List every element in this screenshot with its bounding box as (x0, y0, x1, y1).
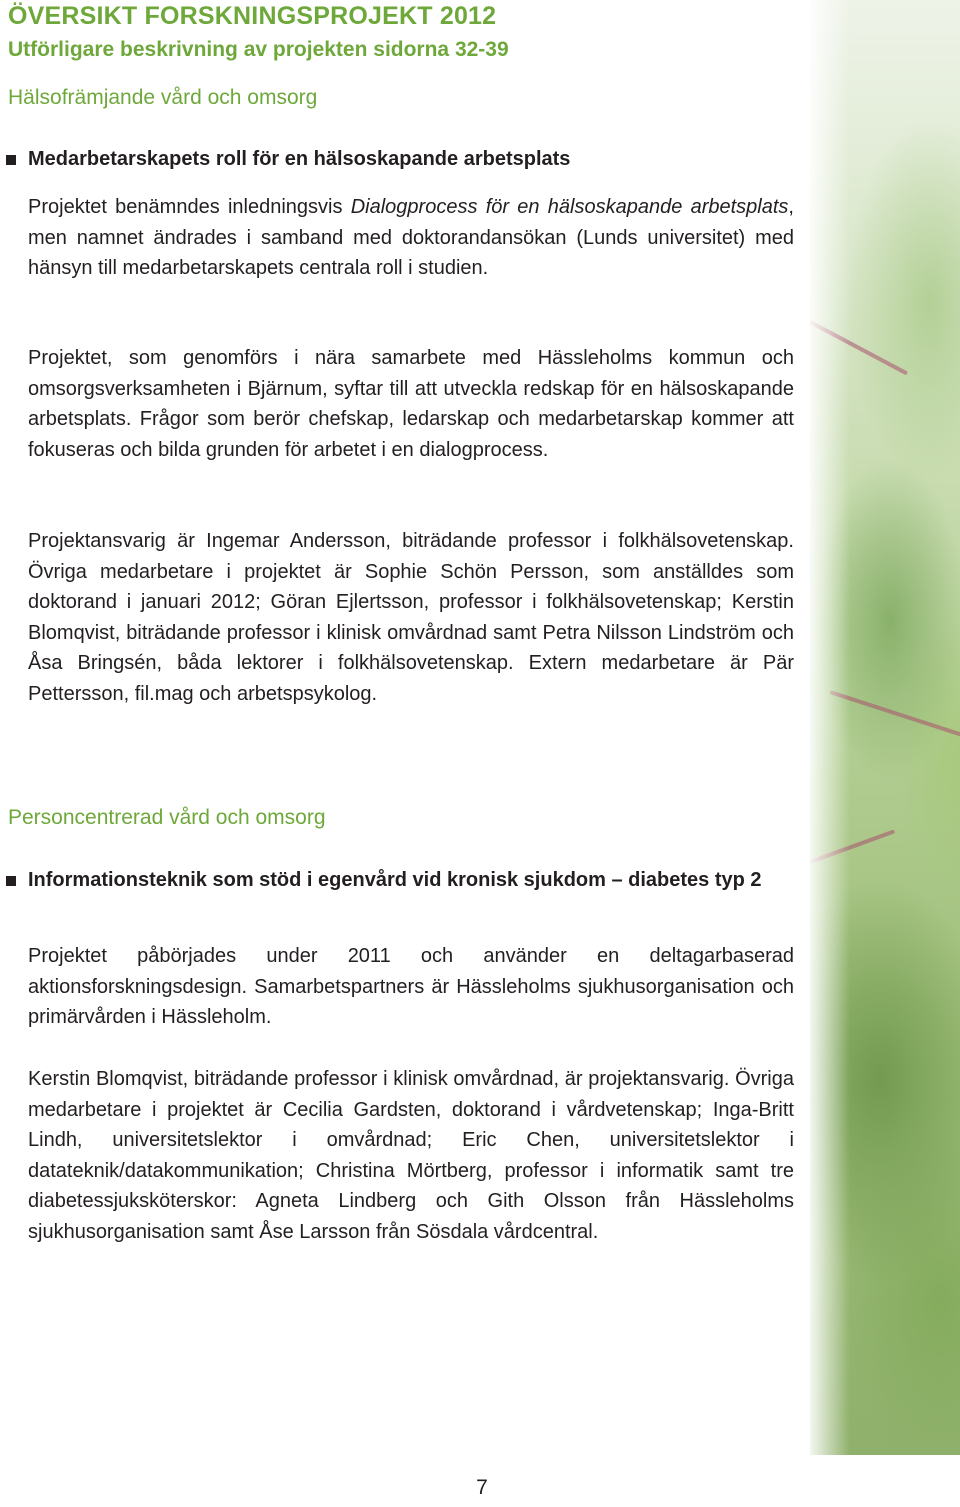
section-heading-halsoframjande: Hälsofrämjande vård och omsorg (8, 86, 318, 109)
paragraph-project-name (28, 192, 794, 284)
decorative-leaf-photo (810, 0, 960, 1455)
photo-fade (810, 0, 850, 1455)
paragraph-project-staff: Projektansvarig är Ingemar Andersson, biträdande professor i folkhälsovetenskap. Övriga medarbetare i projektet är Sophie Schön Persson, som anställdes som doktorand i januari 2012; Göran Ejlertsson, professor i folkhälsovetenskap; Kerstin Blomqvist, biträdande professor i klinisk omvårdnad samt Petra Nilsson Lindström och Åsa Bringsén, båda lektorer i folkhälsovetenskap. Extern medarbetare är Pär Pettersson, fil.mag och arbetspsykolog. (28, 530, 794, 705)
paragraph-text: Projektet benämndes inledningsvis (28, 196, 351, 218)
project-title-informationsteknik: Informationsteknik som stöd i egenvård vid kronisk sjukdom – diabetes typ 2 (28, 869, 762, 891)
project-title-medarbetarskap: Medarbetarskapets roll för en hälsoskapande arbetsplats (28, 148, 571, 170)
paragraph-project-aim: Projektet, som genomförs i nära samarbete med Hässleholms kommun och omsorgsverksamheten i Bjärnum, syftar till att utveckla redskap för en hälsoskapande arbetsplats. Frågor som berör chefskap, ledarskap och medarbetarskap kommer att fokuseras och bilda grunden för arbetet i en dialogprocess. (28, 347, 794, 461)
square-bullet-icon (6, 155, 16, 165)
paragraph-project-team: Kerstin Blomqvist, biträdande professor i klinisk omvårdnad, är projektansvarig. Övriga medarbetare i projektet är Cecilia Gardsten, doktorand i vårdvetenskap; Inga-Britt Lindh, universitetslektor i omvårdnad; Eric Chen, universitetslektor i datateknik/datakommunikation; Christina Mörtberg, professor i informatik samt tre diabetessjuksköterskor: Agneta Lindberg och Gith Olsson från Hässleholms sjukhusorganisation samt Åse Larsson från Sösdala vårdcentral. (28, 1068, 794, 1243)
square-bullet-icon (6, 876, 16, 886)
italic-project-name: Dialogprocess för en hälsoskapande arbetsplats (350, 196, 789, 218)
document-subtitle: Utförligare beskrivning av projekten sidorna 32-39 (8, 38, 509, 61)
paragraph-text: , men namnet ändrades i samband med doktorandansökan (Lunds universitet) med hänsyn till medarbetarskapets centrala roll i studien. (28, 196, 794, 279)
page-number: 7 (476, 1476, 488, 1499)
paragraph-project-start: Projektet påbörjades under 2011 och använder en deltagarbaserad aktionsforskningsdesign. Samarbetspartners är Hässleholms sjukhusorganisation och primärvården i Hässleholm. (28, 945, 794, 1028)
section-heading-personcentrerad: Personcentrerad vård och omsorg (8, 806, 326, 829)
document-title: ÖVERSIKT FORSKNINGSPROJEKT 2012 (8, 2, 497, 30)
